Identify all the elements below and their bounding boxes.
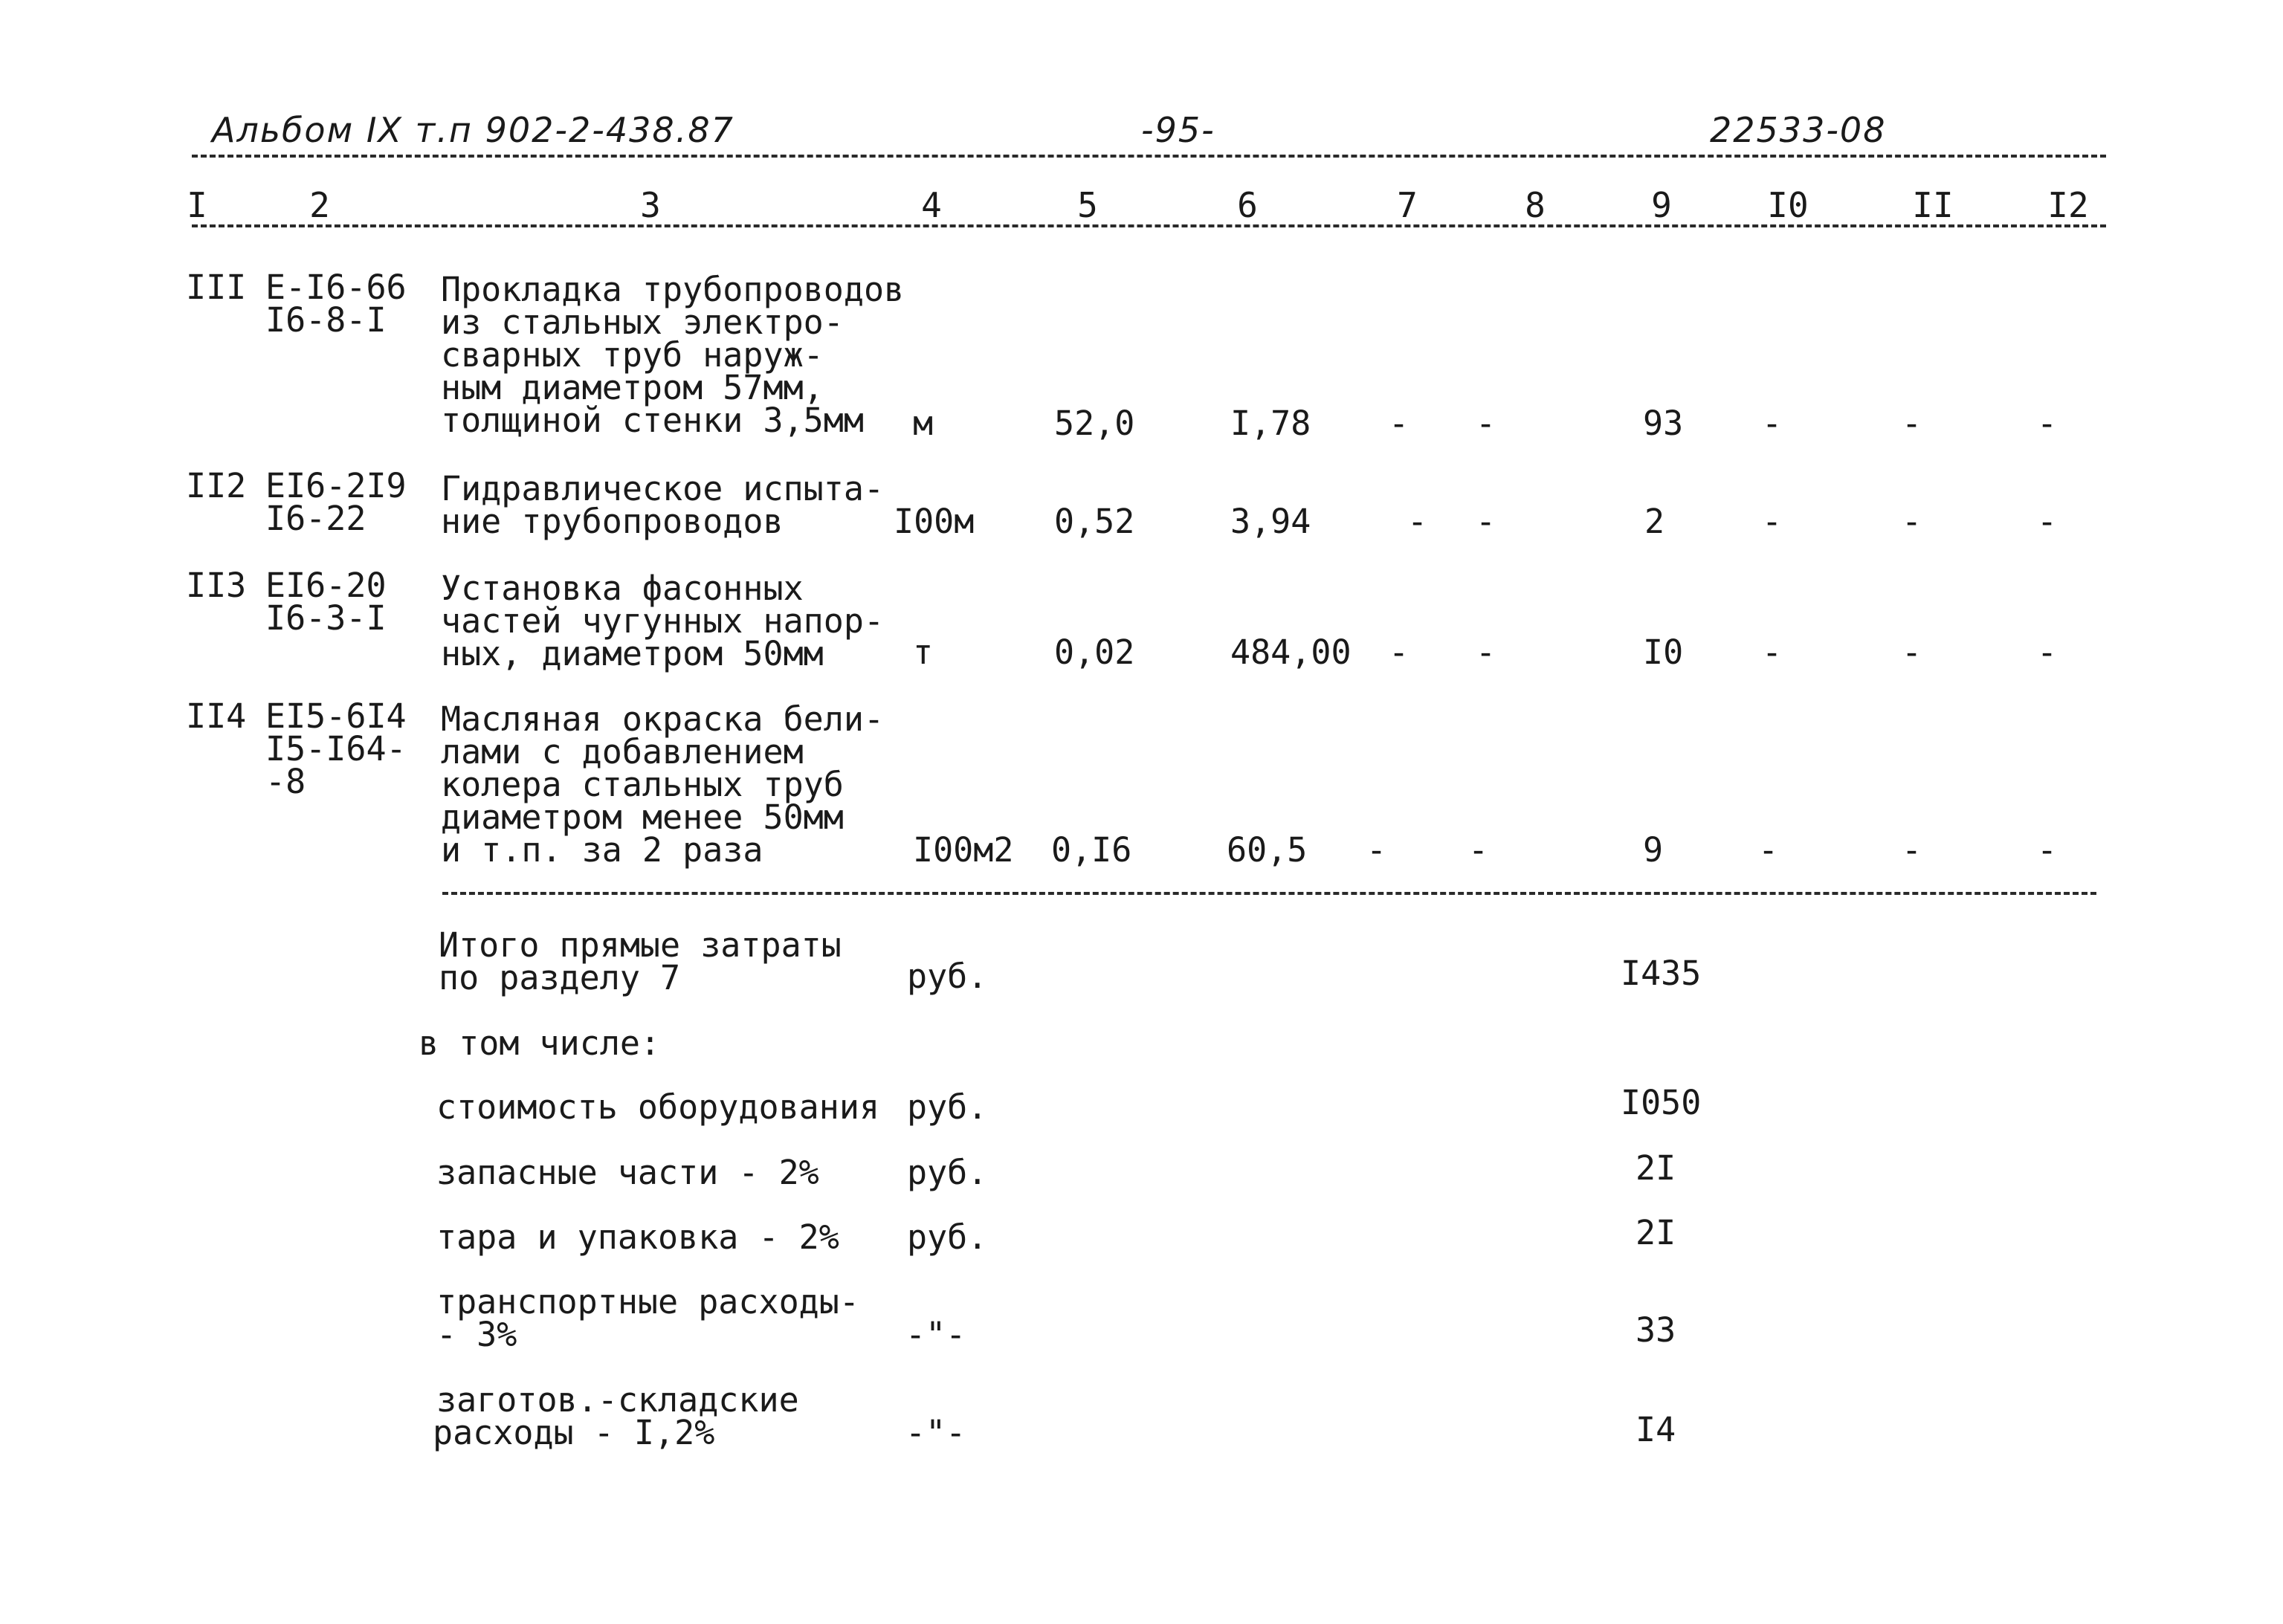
row-total: 93: [1643, 404, 1684, 443]
summary-item-unit: -"-: [905, 1413, 966, 1452]
column-header: 3: [640, 185, 661, 225]
row-col7: -: [1389, 633, 1409, 672]
row-col8: -: [1476, 633, 1496, 672]
row-code: I6-22: [265, 499, 366, 538]
row-description: частей чугунных напор-: [441, 601, 885, 641]
header-divider: [192, 155, 2106, 158]
row-col11: -: [1902, 502, 1922, 541]
row-price: 484,00: [1230, 633, 1352, 672]
row-description: Прокладка трубопроводов: [441, 270, 905, 309]
column-header: 9: [1651, 185, 1672, 225]
row-number: II3: [186, 566, 247, 605]
row-col7: -: [1407, 502, 1428, 541]
row-description: ным диаметром 57мм,: [441, 368, 824, 407]
column-header: I0: [1767, 185, 1809, 225]
row-quantity: 0,52: [1054, 502, 1135, 541]
row-code: -8: [265, 762, 306, 801]
row-col11: -: [1902, 633, 1922, 672]
row-total: 2: [1644, 502, 1665, 541]
row-description: Масляная окраска бели-: [441, 699, 885, 739]
column-header-divider: [192, 224, 2106, 227]
summary-item-unit: -"-: [905, 1315, 966, 1354]
row-number: II4: [186, 696, 247, 736]
summary-item-unit: руб.: [907, 1087, 988, 1127]
summary-item-label: заготов.-складские: [436, 1380, 799, 1420]
row-description: ние трубопроводов: [441, 502, 784, 541]
summary-item-label: запасные части - 2%: [436, 1153, 819, 1192]
summary-item-value: I050: [1621, 1083, 1702, 1122]
row-total: I0: [1643, 633, 1684, 672]
row-quantity: 0,02: [1054, 633, 1135, 672]
summary-item-label: - 3%: [436, 1315, 517, 1354]
row-col8: -: [1476, 502, 1496, 541]
row-quantity: 52,0: [1054, 404, 1135, 443]
row-code: I5-I64-: [265, 729, 407, 769]
row-price: 3,94: [1230, 502, 1311, 541]
column-header: 5: [1077, 185, 1098, 225]
row-col11: -: [1902, 404, 1922, 443]
row-col8: -: [1468, 830, 1489, 870]
row-col12: -: [2037, 830, 2058, 870]
row-total: 9: [1643, 830, 1664, 870]
row-description: колера стальных труб: [441, 765, 844, 804]
document-code: 22533-08: [1710, 110, 1887, 150]
page-number: -95-: [1141, 110, 1215, 150]
row-col10: -: [1758, 830, 1779, 870]
summary-item-unit: руб.: [907, 1217, 988, 1257]
column-header: I: [187, 185, 207, 225]
row-price: 60,5: [1227, 830, 1308, 870]
row-code: ЕI6-20: [265, 566, 387, 605]
row-code: I6-8-I: [265, 300, 387, 340]
row-quantity: 0,I6: [1051, 830, 1132, 870]
row-col11: -: [1902, 830, 1922, 870]
row-description: Гидравлическое испыта-: [441, 469, 885, 508]
row-description: диаметром менее 50мм: [441, 798, 844, 837]
column-header: I2: [2047, 185, 2089, 225]
summary-item-value: 2I: [1635, 1148, 1676, 1188]
row-unit: I00м2: [913, 830, 1014, 870]
summary-item-label: стоимость оборудования: [436, 1087, 880, 1127]
column-header: II: [1912, 185, 1954, 225]
row-description: ных, диаметром 50мм: [441, 634, 824, 673]
row-number: II2: [186, 466, 247, 505]
row-description: из стальных электро-: [441, 303, 844, 342]
row-code: Е-I6-66: [265, 268, 407, 307]
row-col10: -: [1762, 502, 1783, 541]
row-unit: м: [913, 404, 934, 443]
summary-total-label: по разделу 7: [439, 958, 681, 997]
row-col10: -: [1762, 633, 1783, 672]
row-code: ЕI6-2I9: [265, 466, 407, 505]
summary-item-label: транспортные расходы-: [436, 1282, 859, 1321]
summary-item-value: I4: [1635, 1410, 1676, 1449]
summary-item-unit: руб.: [907, 1153, 988, 1192]
column-header: 7: [1397, 185, 1418, 225]
column-header: 6: [1237, 185, 1258, 225]
row-description: Установка фасонных: [441, 569, 804, 608]
row-code: ЕI5-6I4: [265, 696, 407, 736]
row-col12: -: [2037, 633, 2058, 672]
column-header: 4: [921, 185, 942, 225]
summary-total-value: I435: [1621, 954, 1702, 993]
row-description: сварных труб наруж-: [441, 335, 824, 375]
summary-item-value: 2I: [1635, 1213, 1676, 1252]
row-col8: -: [1476, 404, 1496, 443]
summary-including-label: в том числе:: [419, 1023, 661, 1063]
row-col7: -: [1389, 404, 1409, 443]
row-description: толщиной стенки 3,5мм: [441, 401, 864, 440]
summary-total-label: Итого прямые затраты: [439, 925, 842, 965]
row-col12: -: [2037, 502, 2058, 541]
row-col10: -: [1762, 404, 1783, 443]
row-number: III: [186, 268, 247, 307]
row-price: I,78: [1230, 404, 1311, 443]
row-col12: -: [2037, 404, 2058, 443]
column-header: 8: [1525, 185, 1546, 225]
row-description: лами с добавлением: [441, 732, 804, 771]
row-code: I6-3-I: [265, 598, 387, 638]
row-col7: -: [1366, 830, 1387, 870]
summary-item-label: тара и упаковка - 2%: [436, 1217, 839, 1257]
album-reference: Альбом IX т.п 902-2-438.87: [212, 110, 734, 150]
row-description: и т.п. за 2 раза: [441, 830, 763, 870]
row-unit: т: [913, 633, 934, 672]
row-unit: I00м: [894, 502, 975, 541]
section-divider: [442, 892, 2096, 895]
summary-total-unit: руб.: [907, 957, 988, 996]
summary-item-value: 33: [1635, 1310, 1676, 1350]
column-header: 2: [309, 185, 330, 225]
summary-item-label: расходы - I,2%: [433, 1413, 715, 1452]
